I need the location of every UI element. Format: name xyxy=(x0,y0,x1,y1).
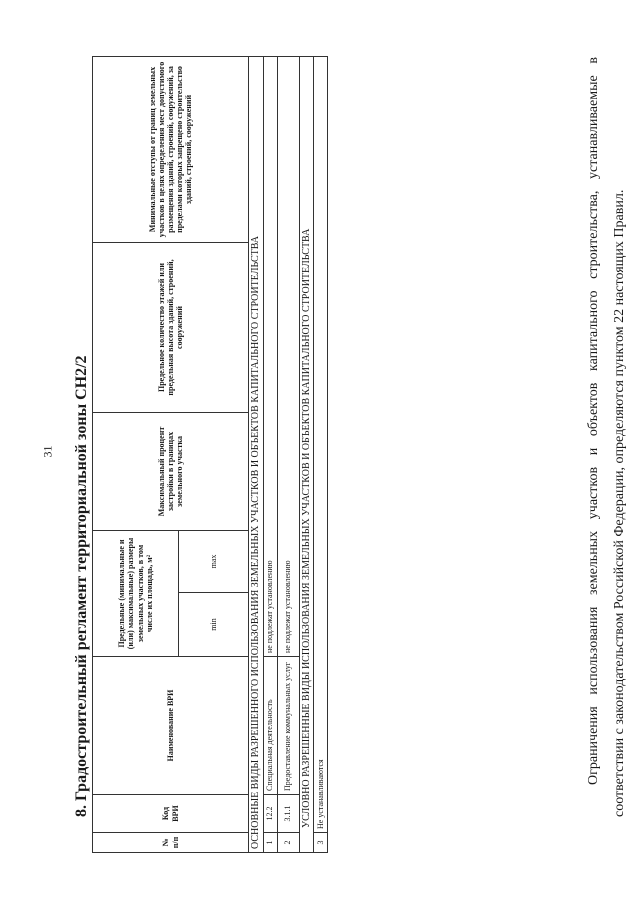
row-code: 3.1.1 xyxy=(277,795,299,833)
section-row-basic xyxy=(249,57,264,853)
header-setbacks: Минимальные отступы от границ земельных участков в целях определения мест допустимого размещения зданий, строений, сооружений, за пределами которых запрещено строительство зданий, строений, сооружений xyxy=(93,57,249,243)
row-num: 2 xyxy=(277,833,299,853)
table-header-row xyxy=(93,57,179,853)
row-code: 12.2 xyxy=(263,795,277,833)
row-name: Специальная деятельность xyxy=(263,657,277,795)
table-row xyxy=(263,57,277,853)
header-floors: Предельное количество этажей или предельная высота зданий, строений, сооружений xyxy=(93,243,249,413)
row-value: не подлежат установлению xyxy=(263,57,277,657)
header-percent: Максимальный процент застройки в границах земельного участка xyxy=(93,413,249,531)
table-row xyxy=(277,57,299,853)
header-max: max xyxy=(179,531,249,593)
header-sizes: Предельные (минимальные и (или) максимальные) размеры земельных участков, в том числе их площадь, м² xyxy=(93,531,179,657)
row-num: 3 xyxy=(314,833,328,853)
regulation-table-wrapper xyxy=(92,57,328,853)
row-num: 1 xyxy=(263,833,277,853)
header-name: Наименование ВРИ xyxy=(93,657,249,795)
page-number: 31 xyxy=(40,445,55,458)
section-row-conditional xyxy=(299,57,314,853)
header-num: № п/п xyxy=(93,833,249,853)
regulation-table xyxy=(92,56,328,853)
row-value: не подлежат установлению xyxy=(277,57,299,657)
table-row xyxy=(314,57,328,853)
header-code: Код ВРИ xyxy=(93,795,249,833)
row-name: Предоставление коммунальных услуг xyxy=(277,657,299,795)
section-conditional: УСЛОВНО РАЗРЕШЕННЫЕ ВИДЫ ИСПОЛЬЗОВАНИЯ ЗЕМЕЛЬНЫХ УЧАСТКОВ И ОБЪЕКТОВ КАПИТАЛЬНОГО СТРОИТЕЛЬСТВА xyxy=(299,57,314,853)
page-title: 8. Градостроительный регламент территориальной зоны СН2/2 xyxy=(73,355,90,817)
restriction-paragraph: Ограничения использования земельных участков и объектов капитального строительства, устанавливаемые в соответствии с законодательством Российской Федерации, определяются пунктом 22 настоящих Правил. xyxy=(586,57,627,817)
header-min: min xyxy=(179,593,249,657)
section-basic: ОСНОВНЫЕ ВИДЫ РАЗРЕШЕННОГО ИСПОЛЬЗОВАНИЯ ЗЕМЕЛЬНЫХ УЧАСТКОВ И ОБЪЕКТОВ КАПИТАЛЬНОГО СТРОИТЕЛЬСТВА xyxy=(249,57,264,853)
row-text: Не устанавливаются xyxy=(314,57,328,833)
